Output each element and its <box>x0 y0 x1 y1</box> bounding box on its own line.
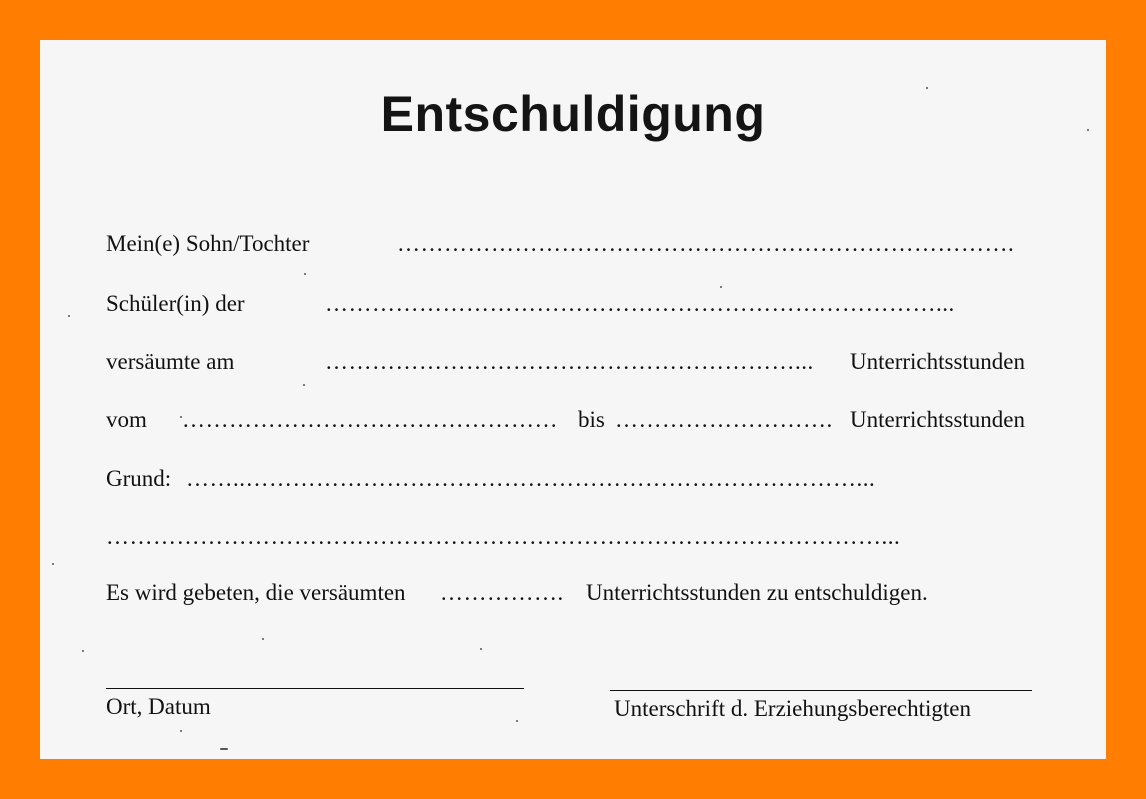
scan-speck <box>926 87 928 89</box>
scan-speck <box>1087 129 1089 131</box>
lessons-label-1: Unterrichtsstunden <box>850 349 1026 374</box>
student-of-label: Schüler(in) der <box>106 291 245 316</box>
scan-speck <box>516 720 518 722</box>
son-daughter-field[interactable]: ……………………………………………………………………. <box>397 231 1015 256</box>
signature-label: Unterschrift d. Erziehungsberechtigten <box>614 696 972 721</box>
signature-line[interactable] <box>610 690 1032 691</box>
from-label: vom <box>106 407 147 432</box>
scan-speck <box>304 273 306 275</box>
son-daughter-label: Mein(e) Sohn/Tochter <box>106 231 310 256</box>
scan-speck <box>220 748 228 750</box>
until-field[interactable]: ………………………. <box>615 407 833 432</box>
scan-speck <box>52 563 54 565</box>
reason-label: Grund: <box>106 466 172 491</box>
class-field[interactable]: ……………………………………………………………………... <box>325 291 955 316</box>
scan-speck <box>720 286 722 288</box>
excuse-form <box>40 40 1106 759</box>
form-title: Entschuldigung <box>380 86 766 142</box>
reason-field[interactable]: ……..……………………………………………………………………... <box>186 466 876 491</box>
scan-speck <box>180 416 182 418</box>
request-text: Es wird gebeten, die versäumten <box>106 580 406 605</box>
place-date-line[interactable] <box>106 688 524 689</box>
from-field[interactable]: ………………………………………… <box>182 407 558 432</box>
place-date-label: Ort, Datum <box>106 694 211 719</box>
missed-date-field[interactable]: ……………………………………………………... <box>325 349 814 374</box>
scan-speck <box>68 315 70 317</box>
scan-speck <box>480 648 482 650</box>
missed-on-label: versäumte am <box>106 349 235 374</box>
scan-speck <box>262 638 264 640</box>
reason-field-line-2[interactable]: ………………………………………………………………………………………... <box>106 524 901 549</box>
lessons-label-2: Unterrichtsstunden <box>850 407 1026 432</box>
request-text-end: Unterrichtsstunden zu entschuldigen. <box>586 580 928 605</box>
scan-speck <box>180 730 182 732</box>
scan-speck <box>303 384 305 386</box>
missed-lessons-count-field[interactable]: ……………. <box>440 580 564 605</box>
scan-speck <box>82 650 84 652</box>
until-label: bis <box>578 407 605 432</box>
